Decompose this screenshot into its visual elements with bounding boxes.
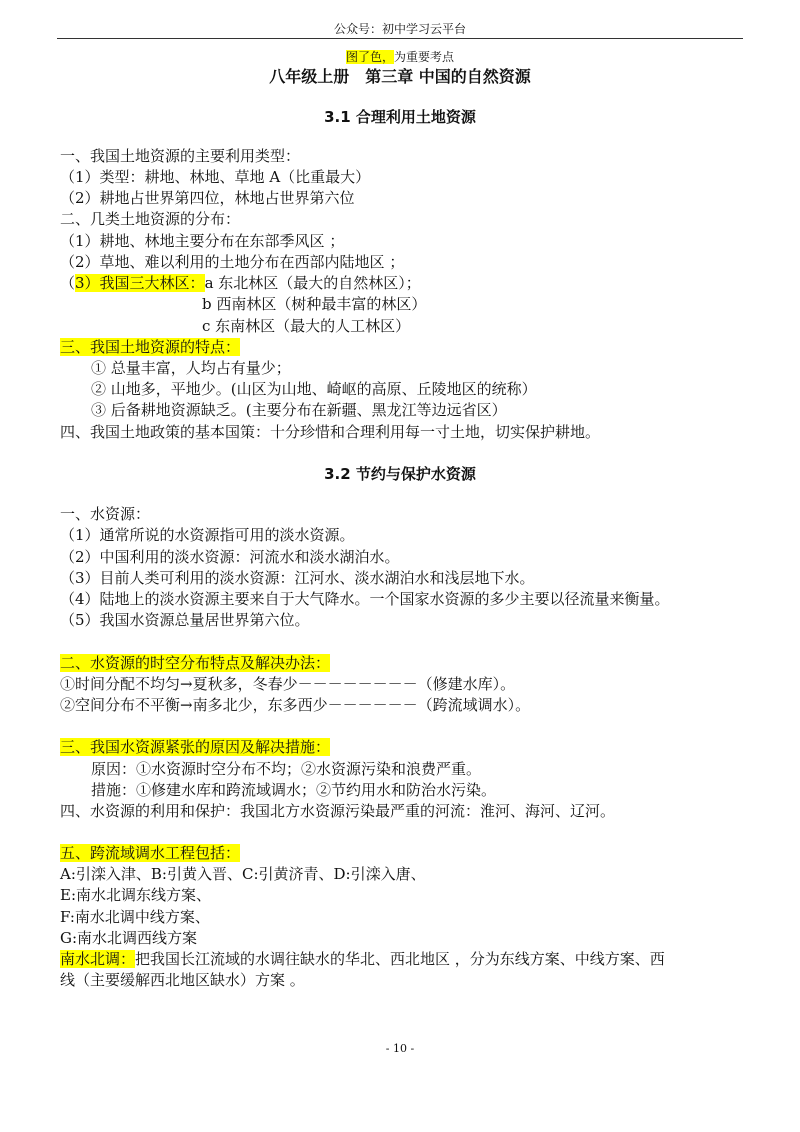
s32-line: 四、水资源的利用和保护：我国北方水资源污染最严重的河流：淮河、海河、辽河。	[60, 802, 616, 820]
s32-line: 线（主要缓解西北地区缺水）方案 。	[60, 971, 305, 989]
chapter-title: 八年级上册 第三章 中国的自然资源	[269, 67, 531, 86]
s32-line: （5）我国水资源总量居世界第六位。	[60, 611, 310, 629]
s32-line: A:引滦入津、B:引黄入晋、C:引黄济青、D:引滦入唐、	[60, 865, 426, 883]
s32-line: ②空间分布不平衡→南多北少，东多西少－－－－－－（跨流域调水）。	[60, 696, 531, 714]
s32-line: ①时间分配不均匀→夏秋多，冬春少－－－－－－－－（修建水库）。	[60, 675, 516, 693]
water-distribution-heading	[60, 653, 330, 673]
s31-line: ③ 后备耕地资源缺乏。(主要分布在新疆、黑龙江等边远省区）	[91, 401, 507, 419]
south-north-line	[60, 949, 665, 969]
s31-line: ② 山地多，平地少。(山区为山地、崎岖的高原、丘陵地区的统称）	[91, 380, 537, 398]
s31-line: （2）草地、难以利用的土地分布在西部内陆地区 ；	[60, 253, 405, 271]
water-distribution-highlight: 二、水资源的时空分布特点及解决办法：	[60, 654, 331, 672]
s31-line: （1）类型：耕地、林地、草地 A（比重最大）	[60, 168, 371, 186]
note-highlight: 图了色，	[345, 50, 394, 64]
s32-line: 一、水资源：	[60, 505, 151, 523]
forest-regions-highlight: 3）我国三大林区：	[75, 274, 205, 292]
south-north-text: 把我国长江流域的水调往缺水的华北、西北地区 ，分为东线方案、中线方案、西	[135, 950, 665, 968]
water-shortage-highlight: 三、我国水资源紧张的原因及解决措施：	[60, 738, 331, 756]
highlight-note	[0, 48, 800, 65]
s31-line: ① 总量丰富，人均占有量少；	[91, 359, 291, 377]
forest-region-b: b 西南林区（树种最丰富的林区）	[202, 295, 427, 313]
land-features-heading	[60, 337, 240, 357]
s32-line: （1）通常所说的水资源指可用的淡水资源。	[60, 526, 355, 544]
paren: （	[60, 274, 76, 292]
section-3-2-heading: 3.2 节约与保护水资源	[324, 465, 476, 483]
s31-line: （1）耕地、林地主要分布在东部季风区 ；	[60, 232, 345, 250]
s32-line: （3）目前人类可利用的淡水资源：江河水、淡水湖泊水和浅层地下水。	[60, 569, 535, 587]
s32-line: G:南水北调西线方案	[60, 929, 198, 947]
forest-regions-line	[60, 273, 421, 293]
s32-line: E:南水北调东线方案、	[60, 886, 212, 904]
section-3-1-heading: 3.1 合理利用土地资源	[324, 108, 476, 126]
s31-line: 一、我国土地资源的主要利用类型：	[60, 147, 301, 165]
south-north-highlight: 南水北调：	[60, 950, 136, 968]
s32-line: F:南水北调中线方案、	[60, 908, 210, 926]
water-transfer-highlight: 五、跨流域调水工程包括：	[60, 844, 241, 862]
page-number: - 10 -	[385, 1042, 415, 1055]
s32-line: （2）中国利用的淡水资源：河流水和淡水湖泊水。	[60, 548, 400, 566]
s32-line: （4）陆地上的淡水资源主要来自于大气降水。一个国家水资源的多少主要以径流量来衡量。	[60, 590, 670, 608]
water-shortage-heading	[60, 737, 330, 757]
forest-region-a: a 东北林区（最大的自然林区）；	[204, 274, 421, 292]
header-rule	[57, 38, 743, 39]
s31-line: 四、我国土地政策的基本国策：十分珍惜和合理利用每一寸土地，切实保护耕地。	[60, 423, 601, 441]
s31-line: 二、几类土地资源的分布：	[60, 210, 241, 228]
page-header: 公众号：初中学习云平台	[333, 22, 466, 36]
s32-line: 措施：①修建水库和跨流域调水；②节约用水和防治水污染。	[91, 781, 497, 799]
land-features-highlight: 三、我国土地资源的特点：	[60, 338, 241, 356]
s32-line: 原因：①水资源时空分布不均；②水资源污染和浪费严重。	[91, 760, 482, 778]
water-transfer-heading	[60, 843, 240, 863]
note-text: 为重要考点	[394, 50, 455, 64]
forest-region-c: c 东南林区（最大的人工林区）	[202, 317, 411, 335]
s31-line: （2）耕地占世界第四位，林地占世界第六位	[60, 189, 355, 207]
